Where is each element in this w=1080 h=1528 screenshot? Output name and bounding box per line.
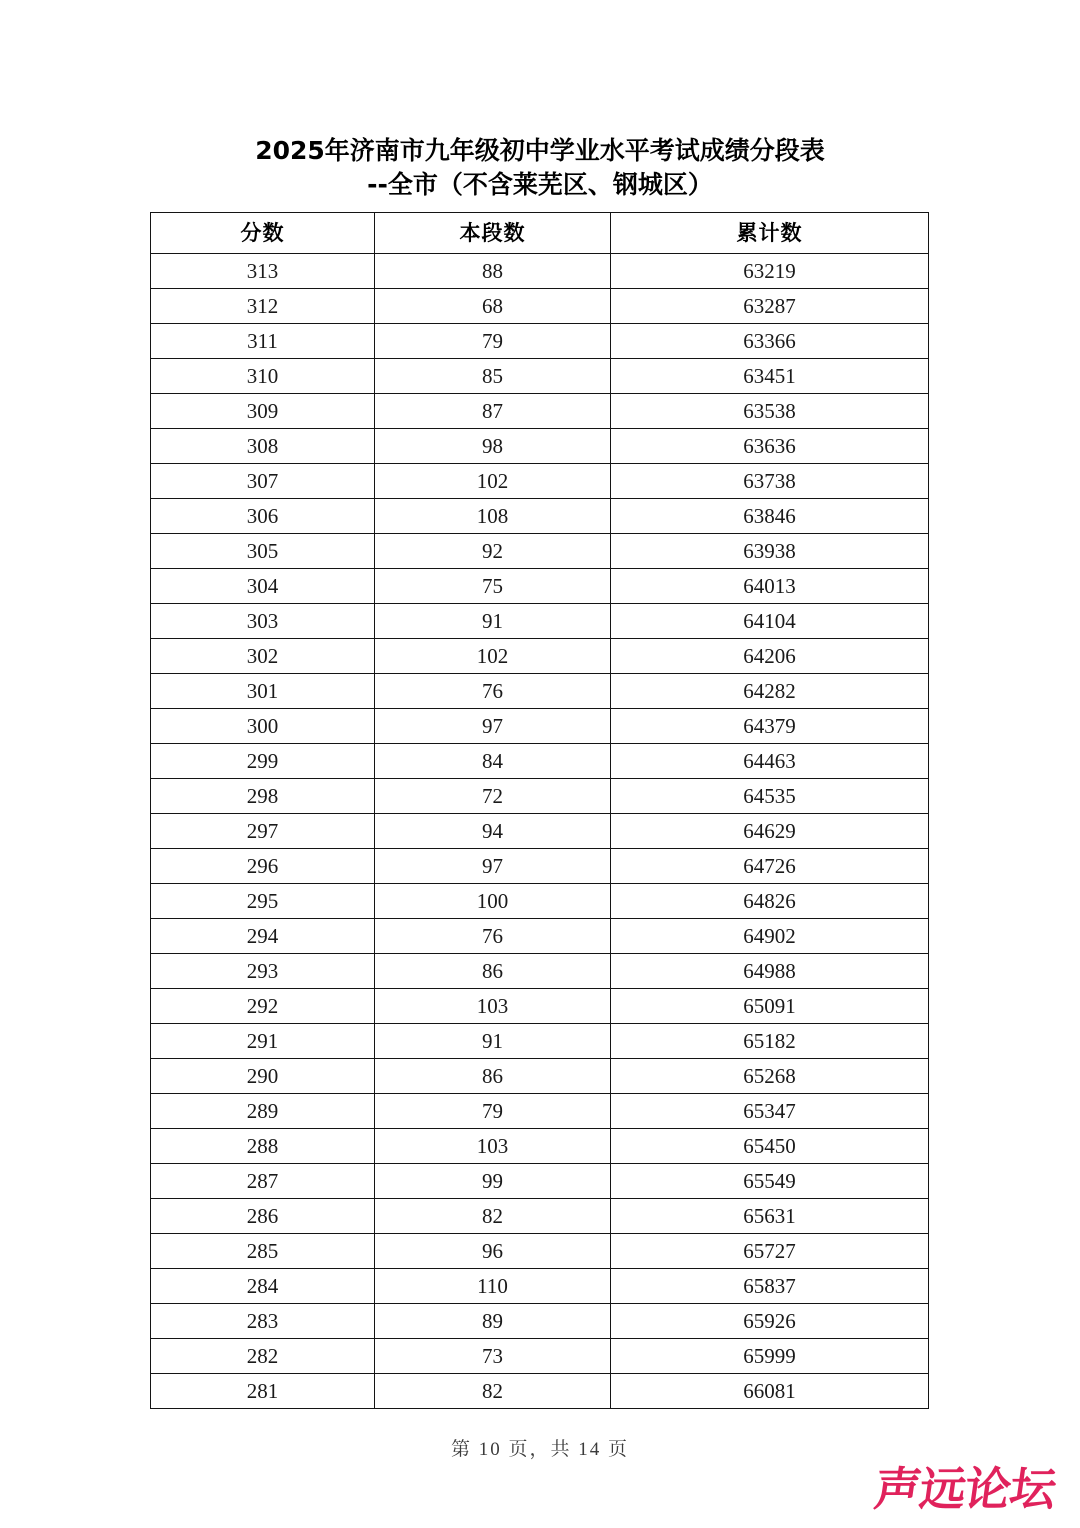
cell-cumulative-count: 63366 xyxy=(611,324,929,359)
cell-score: 304 xyxy=(151,569,375,604)
cell-segment-count: 79 xyxy=(375,324,611,359)
table-row xyxy=(151,744,929,779)
cell-segment-count: 102 xyxy=(375,639,611,674)
column-header-segment-count: 本段数 xyxy=(375,213,611,254)
cell-score: 291 xyxy=(151,1024,375,1059)
cell-score: 311 xyxy=(151,324,375,359)
cell-segment-count: 91 xyxy=(375,1024,611,1059)
table-row xyxy=(151,569,929,604)
cell-score: 302 xyxy=(151,639,375,674)
score-distribution-table xyxy=(150,212,929,1409)
cell-score: 313 xyxy=(151,254,375,289)
cell-score: 283 xyxy=(151,1304,375,1339)
table-body xyxy=(151,254,929,1409)
table-row xyxy=(151,709,929,744)
cell-cumulative-count: 64013 xyxy=(611,569,929,604)
table-row xyxy=(151,779,929,814)
table-row xyxy=(151,254,929,289)
table-row xyxy=(151,674,929,709)
cell-cumulative-count: 65268 xyxy=(611,1059,929,1094)
cell-score: 290 xyxy=(151,1059,375,1094)
cell-score: 297 xyxy=(151,814,375,849)
cell-score: 299 xyxy=(151,744,375,779)
table-row xyxy=(151,1094,929,1129)
cell-segment-count: 76 xyxy=(375,919,611,954)
cell-segment-count: 82 xyxy=(375,1374,611,1409)
cell-cumulative-count: 64902 xyxy=(611,919,929,954)
cell-score: 281 xyxy=(151,1374,375,1409)
table-row xyxy=(151,1374,929,1409)
cell-segment-count: 94 xyxy=(375,814,611,849)
column-header-cumulative-count: 累计数 xyxy=(611,213,929,254)
cell-score: 294 xyxy=(151,919,375,954)
cell-cumulative-count: 64535 xyxy=(611,779,929,814)
cell-score: 288 xyxy=(151,1129,375,1164)
cell-score: 303 xyxy=(151,604,375,639)
cell-cumulative-count: 63846 xyxy=(611,499,929,534)
cell-cumulative-count: 65347 xyxy=(611,1094,929,1129)
cell-segment-count: 72 xyxy=(375,779,611,814)
cell-cumulative-count: 66081 xyxy=(611,1374,929,1409)
cell-segment-count: 96 xyxy=(375,1234,611,1269)
cell-score: 293 xyxy=(151,954,375,989)
table-row xyxy=(151,1234,929,1269)
table-row xyxy=(151,429,929,464)
cell-segment-count: 103 xyxy=(375,1129,611,1164)
watermark-text: 声远论坛 xyxy=(871,1462,1059,1516)
table-row xyxy=(151,849,929,884)
cell-score: 285 xyxy=(151,1234,375,1269)
table-row xyxy=(151,954,929,989)
table-header xyxy=(151,213,929,254)
cell-cumulative-count: 63451 xyxy=(611,359,929,394)
table-row xyxy=(151,359,929,394)
cell-segment-count: 68 xyxy=(375,289,611,324)
cell-cumulative-count: 64379 xyxy=(611,709,929,744)
cell-score: 308 xyxy=(151,429,375,464)
cell-cumulative-count: 63636 xyxy=(611,429,929,464)
cell-score: 286 xyxy=(151,1199,375,1234)
cell-cumulative-count: 65999 xyxy=(611,1339,929,1374)
table-row xyxy=(151,394,929,429)
page-title: 2025年济南市九年级初中学业水平考试成绩分段表 xyxy=(255,136,825,165)
column-header-score: 分数 xyxy=(151,213,375,254)
cell-segment-count: 108 xyxy=(375,499,611,534)
cell-score: 312 xyxy=(151,289,375,324)
cell-segment-count: 110 xyxy=(375,1269,611,1304)
cell-segment-count: 88 xyxy=(375,254,611,289)
cell-cumulative-count: 65450 xyxy=(611,1129,929,1164)
cell-segment-count: 97 xyxy=(375,709,611,744)
table-row xyxy=(151,814,929,849)
cell-segment-count: 73 xyxy=(375,1339,611,1374)
cell-segment-count: 102 xyxy=(375,464,611,499)
cell-segment-count: 100 xyxy=(375,884,611,919)
cell-segment-count: 82 xyxy=(375,1199,611,1234)
cell-segment-count: 97 xyxy=(375,849,611,884)
table-row xyxy=(151,989,929,1024)
cell-score: 306 xyxy=(151,499,375,534)
cell-score: 309 xyxy=(151,394,375,429)
table-row xyxy=(151,534,929,569)
cell-segment-count: 86 xyxy=(375,1059,611,1094)
cell-cumulative-count: 64988 xyxy=(611,954,929,989)
table-row xyxy=(151,1129,929,1164)
cell-score: 298 xyxy=(151,779,375,814)
table-row xyxy=(151,324,929,359)
table-row xyxy=(151,604,929,639)
cell-segment-count: 84 xyxy=(375,744,611,779)
cell-segment-count: 91 xyxy=(375,604,611,639)
table-row xyxy=(151,1269,929,1304)
cell-segment-count: 86 xyxy=(375,954,611,989)
cell-segment-count: 98 xyxy=(375,429,611,464)
cell-segment-count: 76 xyxy=(375,674,611,709)
cell-cumulative-count: 63938 xyxy=(611,534,929,569)
cell-score: 287 xyxy=(151,1164,375,1199)
cell-segment-count: 92 xyxy=(375,534,611,569)
table-header-row xyxy=(151,213,929,254)
cell-cumulative-count: 64826 xyxy=(611,884,929,919)
cell-cumulative-count: 63219 xyxy=(611,254,929,289)
cell-segment-count: 99 xyxy=(375,1164,611,1199)
cell-cumulative-count: 64629 xyxy=(611,814,929,849)
table-row xyxy=(151,464,929,499)
cell-cumulative-count: 65091 xyxy=(611,989,929,1024)
cell-cumulative-count: 64206 xyxy=(611,639,929,674)
table-row xyxy=(151,884,929,919)
cell-segment-count: 87 xyxy=(375,394,611,429)
table-row xyxy=(151,499,929,534)
page-footer: 第 10 页，共 14 页 xyxy=(450,1439,629,1460)
cell-cumulative-count: 65549 xyxy=(611,1164,929,1199)
cell-cumulative-count: 64726 xyxy=(611,849,929,884)
table-row xyxy=(151,1199,929,1234)
cell-segment-count: 103 xyxy=(375,989,611,1024)
table-row xyxy=(151,1339,929,1374)
cell-score: 282 xyxy=(151,1339,375,1374)
cell-score: 310 xyxy=(151,359,375,394)
cell-cumulative-count: 64463 xyxy=(611,744,929,779)
cell-score: 300 xyxy=(151,709,375,744)
table-row xyxy=(151,1304,929,1339)
cell-score: 305 xyxy=(151,534,375,569)
cell-segment-count: 85 xyxy=(375,359,611,394)
cell-cumulative-count: 65837 xyxy=(611,1269,929,1304)
cell-cumulative-count: 63738 xyxy=(611,464,929,499)
cell-cumulative-count: 65182 xyxy=(611,1024,929,1059)
score-table-container xyxy=(150,212,928,1409)
table-row xyxy=(151,919,929,954)
cell-score: 284 xyxy=(151,1269,375,1304)
cell-cumulative-count: 65926 xyxy=(611,1304,929,1339)
cell-segment-count: 89 xyxy=(375,1304,611,1339)
cell-cumulative-count: 64104 xyxy=(611,604,929,639)
cell-cumulative-count: 64282 xyxy=(611,674,929,709)
table-row xyxy=(151,1164,929,1199)
document-title-block xyxy=(0,134,1080,202)
cell-score: 301 xyxy=(151,674,375,709)
cell-score: 295 xyxy=(151,884,375,919)
cell-score: 289 xyxy=(151,1094,375,1129)
table-row xyxy=(151,1024,929,1059)
watermark xyxy=(856,1458,1074,1520)
cell-cumulative-count: 65727 xyxy=(611,1234,929,1269)
cell-cumulative-count: 63287 xyxy=(611,289,929,324)
cell-segment-count: 79 xyxy=(375,1094,611,1129)
cell-cumulative-count: 65631 xyxy=(611,1199,929,1234)
cell-segment-count: 75 xyxy=(375,569,611,604)
table-row xyxy=(151,1059,929,1094)
cell-score: 296 xyxy=(151,849,375,884)
cell-score: 307 xyxy=(151,464,375,499)
page-subtitle: --全市（不含莱芜区、钢城区） xyxy=(367,170,713,199)
cell-cumulative-count: 63538 xyxy=(611,394,929,429)
table-row xyxy=(151,289,929,324)
cell-score: 292 xyxy=(151,989,375,1024)
table-row xyxy=(151,639,929,674)
